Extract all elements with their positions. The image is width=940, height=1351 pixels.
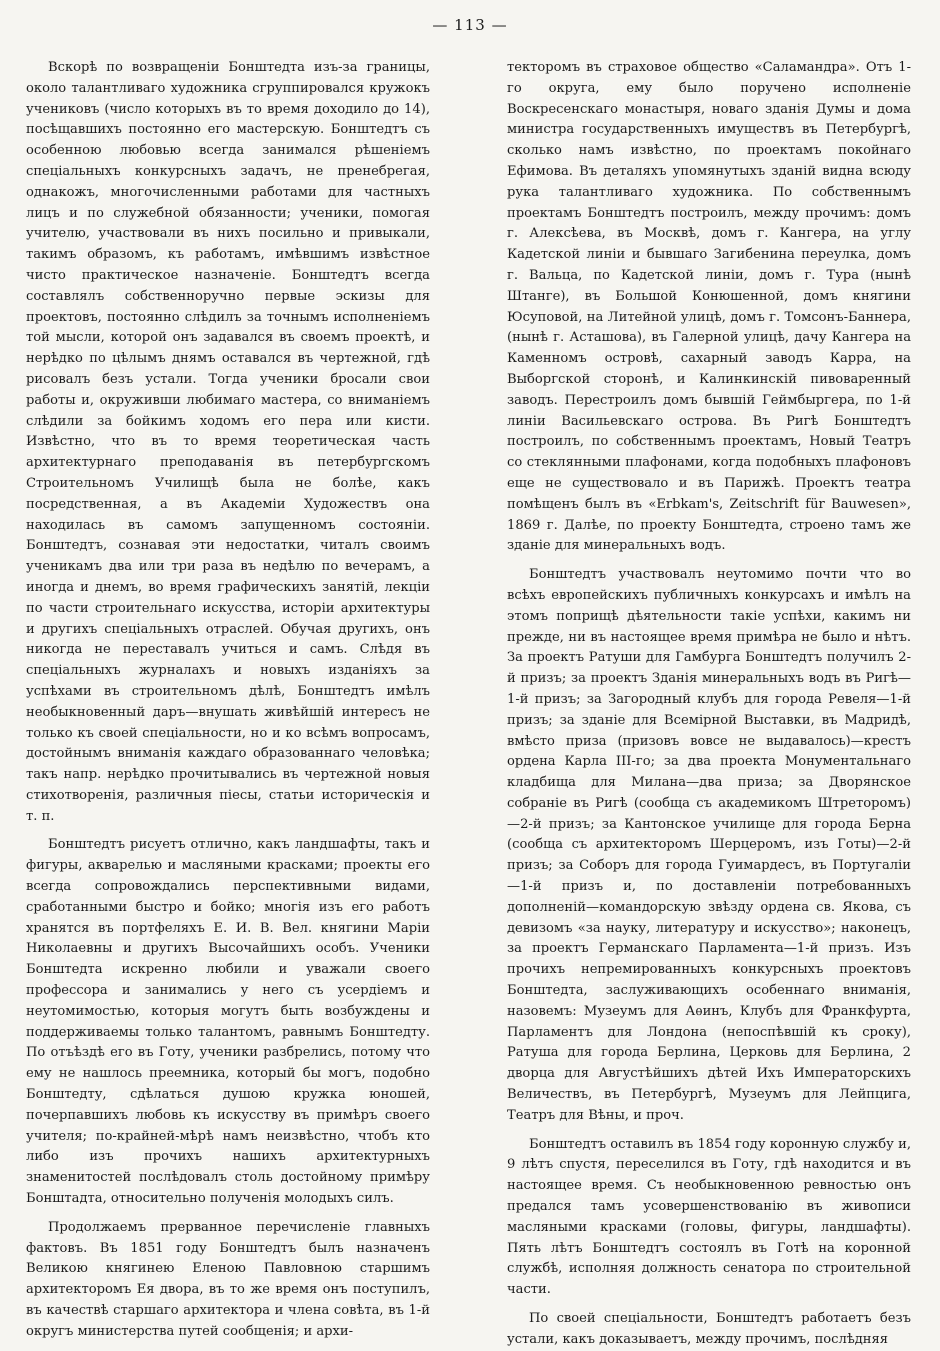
paragraph: Бонштедтъ оставилъ въ 1854 году коронную службу и, 9 лѣтъ спустя, переселился въ Готу, гдѣ находится и въ настоящее время. Съ необыкновенною ревностью онъ предался тамъ усовершенствованію въ живописи масляными красками (головы, фигуры, ландшафты). Пять лѣтъ Бонштедтъ состоялъ въ Готѣ на коронной службѣ, исполняя должность сенатора по строительной части. [507,1136,911,1298]
paragraph: текторомъ въ страховое общество «Саламандра». Отъ 1-го округа, ему было поручено исполненіе Воскресенскаго монастыря, новаго зданія Думы и дома министра государственныхъ имуществъ въ Петербургѣ, сколько намъ извѣстно, по проектамъ покойнаго Ефимова. Въ деталяхъ упомянутыхъ зданій видна всюду рука талантливаго художника. По собственнымъ проектамъ Бонштедтъ построилъ, между прочимъ: домъ г. Алексѣева, въ Москвѣ, домъ г. Кангера, на углу Кадетской линіи и бывшаго Загибенина переулка, домъ г. Вальца, по Кадетской линіи, домъ г. Тура (нынѣ Штанге), въ Большой Конюшенной, домъ княгини Юсуповой, на Литейной улицѣ, домъ г. Томсонъ-Баннера, (нынѣ г. Асташова), въ Галерной улицѣ, дачу Кангера на Каменномъ островѣ, сахарный заводъ Карра, на Выборгской сторонѣ, и Калинкинскій пивоваренный заводъ. Перестроилъ домъ бывшій Геймбыргера, по 1-й линіи Васильевскаго острова. Въ Ригѣ Бонштедтъ построилъ, по собственнымъ проектамъ, Новый Театръ со стеклянными плафонами, когда подобныхъ плафоновъ еще не существовало и въ Парижѣ. Проектъ театра помѣщенъ былъ въ «Erbkam's, Zeitschrift für Bauwesen», 1869 г. Далѣе, по проекту Бонштедта, строено тамъ же зданіе для минеральныхъ водъ. [507,60,911,554]
left-column [26,58,430,1343]
paragraph: Бонштедтъ участвовалъ неутомимо почти что во всѣхъ европейскихъ публичныхъ конкурсахъ и имѣлъ на этомъ поприщѣ дѣятельности такіе успѣхи, какимъ ни прежде, ни въ настоящее время примѣра не было и нѣтъ. За проектъ Ратуши для Гамбурга Бонштедтъ получилъ 2-й призъ; за проектъ Зданія минеральныхъ водъ въ Ригѣ—1-й призъ; за Загородный клубъ для города Ревеля—1-й призъ; за зданіе для Всемірной Выставки, въ Мадридѣ, вмѣсто приза (призовъ вовсе не выдавалось)—крестъ ордена Карла III-го; за два проекта Монументальнаго кладбища для Милана—два приза; за Дворянское собраніе въ Ригѣ (сообща съ академикомъ Штреторомъ)—2-й призъ; за Кантонское училище для города Берна (сообща съ архитекторомъ Шерцеромъ, изъ Готы)—2-й призъ; за Соборъ для города Гуимардесъ, въ Португаліи—1-й призъ и, по доставленіи потребованныхъ дополненій—командорскую звѣзду ордена св. Якова, съ девизомъ «за науку, литературу и искусство»; наконецъ, за проектъ Германскаго Парламента—1-й призъ. Изъ прочихъ непремированныхъ конкурсныхъ проектовъ Бонштедта, заслуживающихъ особеннаго вниманія, назовемъ: Музеумъ для Аѳинъ, Клубъ для Франкфурта, Парламентъ для Лондона (непоспѣвшій къ сроку), Ратуша для города Берлина, Церковь для Берлина, 2 дворца для Августѣйшихъ дѣтей Ихъ Императорскихъ Величествъ, въ Петербургѣ, Музеумъ для Лейпцига, Театръ для Вѣны, и проч. [507,567,911,1123]
page-number: — 113 — [432,16,508,34]
paragraph: Продолжаемъ прерванное перечисленіе главныхъ фактовъ. Въ 1851 году Бонштедтъ былъ назначенъ Великою княгинею Еленою Павловною старшимъ архитекторомъ Ея двора, въ то же время онъ поступилъ, въ качествѣ старшаго архитектора и члена совѣта, въ 1-й округъ министерства путей сообщенія; и архи- [26,1219,430,1339]
paragraph: Бонштедтъ рисуетъ отлично, какъ ландшафты, такъ и фигуры, акварелью и масляными красками; проекты его всегда сопровождались перспективными видами, сработанными быстро и бойко; многія изъ его работъ хранятся въ портфеляхъ Е. И. В. Вел. княгини Маріи Николаевны и другихъ Высочайшихъ особъ. Ученики Бонштедта искренно любили и уважали своего профессора и занимались у него съ усердіемъ и неутомимостью, которыя могутъ быть возбуждены и поддерживаемы только талантомъ, равнымъ Бонштедту. По отъѣздѣ его въ Готу, ученики разбрелись, потому что ему не нашлось преемника, который бы могъ, подобно Бонштедту, сдѣлаться душою кружка юношей, почерпавшихъ любовь къ искусству въ примѣръ своего учителя; по-крайней-мѣрѣ намъ неизвѣстно, чтобъ кто либо изъ прочихъ нашихъ архитектурныхъ знаменитостей послѣдовалъ столь достойному примѣру Бонштадта, относительно полученія молодыхъ силъ. [26,837,430,1207]
paragraph: По своей спеціальности, Бонштедтъ работаетъ безъ устали, какъ доказываетъ, между прочимъ, послѣдняя [507,1311,911,1347]
right-column [507,58,911,1351]
paragraph: Вскорѣ по возвращеніи Бонштедта изъ-за границы, около талантливаго художника сгруппировался кружокъ учениковъ (число которыхъ въ то время доходило до 14), посѣщавшихъ постоянно его мастерскую. Бонштедтъ съ особенною любовью всегда занимался рѣшеніемъ спеціальныхъ конкурсныхъ задачъ, не пренебрегая, однакожъ, многочисленными работами для частныхъ лицъ и по служебной обязанности; ученики, помогая учителю, участвовали въ нихъ посильно и привыкали, такимъ образомъ, къ работамъ, имѣвшимъ извѣстное чисто практическое назначеніе. Бонштедтъ всегда составлялъ собственноручно первые эскизы для проектовъ, постоянно слѣдилъ за точнымъ исполненіемъ той мысли, которой онъ задавался въ своемъ проектѣ, и нерѣдко по цѣлымъ днямъ оставался въ чертежной, гдѣ рисовалъ безъ устали. Тогда ученики бросали свои работы и, окруживши любимаго мастера, со вниманіемъ слѣдили за бойкимъ ходомъ его пера или кисти. Извѣстно, что въ то время теоретическая часть архитектурнаго преподаванія въ петербургскомъ Строительномъ Училищѣ была не болѣе, какъ посредственная, а въ Академіи Художествъ она находилась въ самомъ запущенномъ состояніи. Бонштедтъ, сознавая эти недостатки, читалъ своимъ ученикамъ два или три раза въ недѣлю по вечерамъ, а иногда и днемъ, во время графическихъ занятій, лекціи по части строительнаго искусства, исторіи архитектуры и другихъ спеціальныхъ отраслей. Обучая другихъ, онъ никогда не переставалъ учиться и самъ. Слѣдя въ спеціальныхъ журналахъ и новыхъ изданіяхъ за успѣхами въ строительномъ дѣлѣ, Бонштедтъ имѣлъ необыкновенный даръ—внушать живѣйшій интересъ не только къ своей спеціальности, но и ко всѣмъ вопросамъ, достойнымъ вниманія каждаго образованнаго человѣка; такъ напр. нерѣдко прочитывались въ чертежной новыя стихотворенія, различныя піесы, статьи историческія и т. п. [26,60,430,824]
